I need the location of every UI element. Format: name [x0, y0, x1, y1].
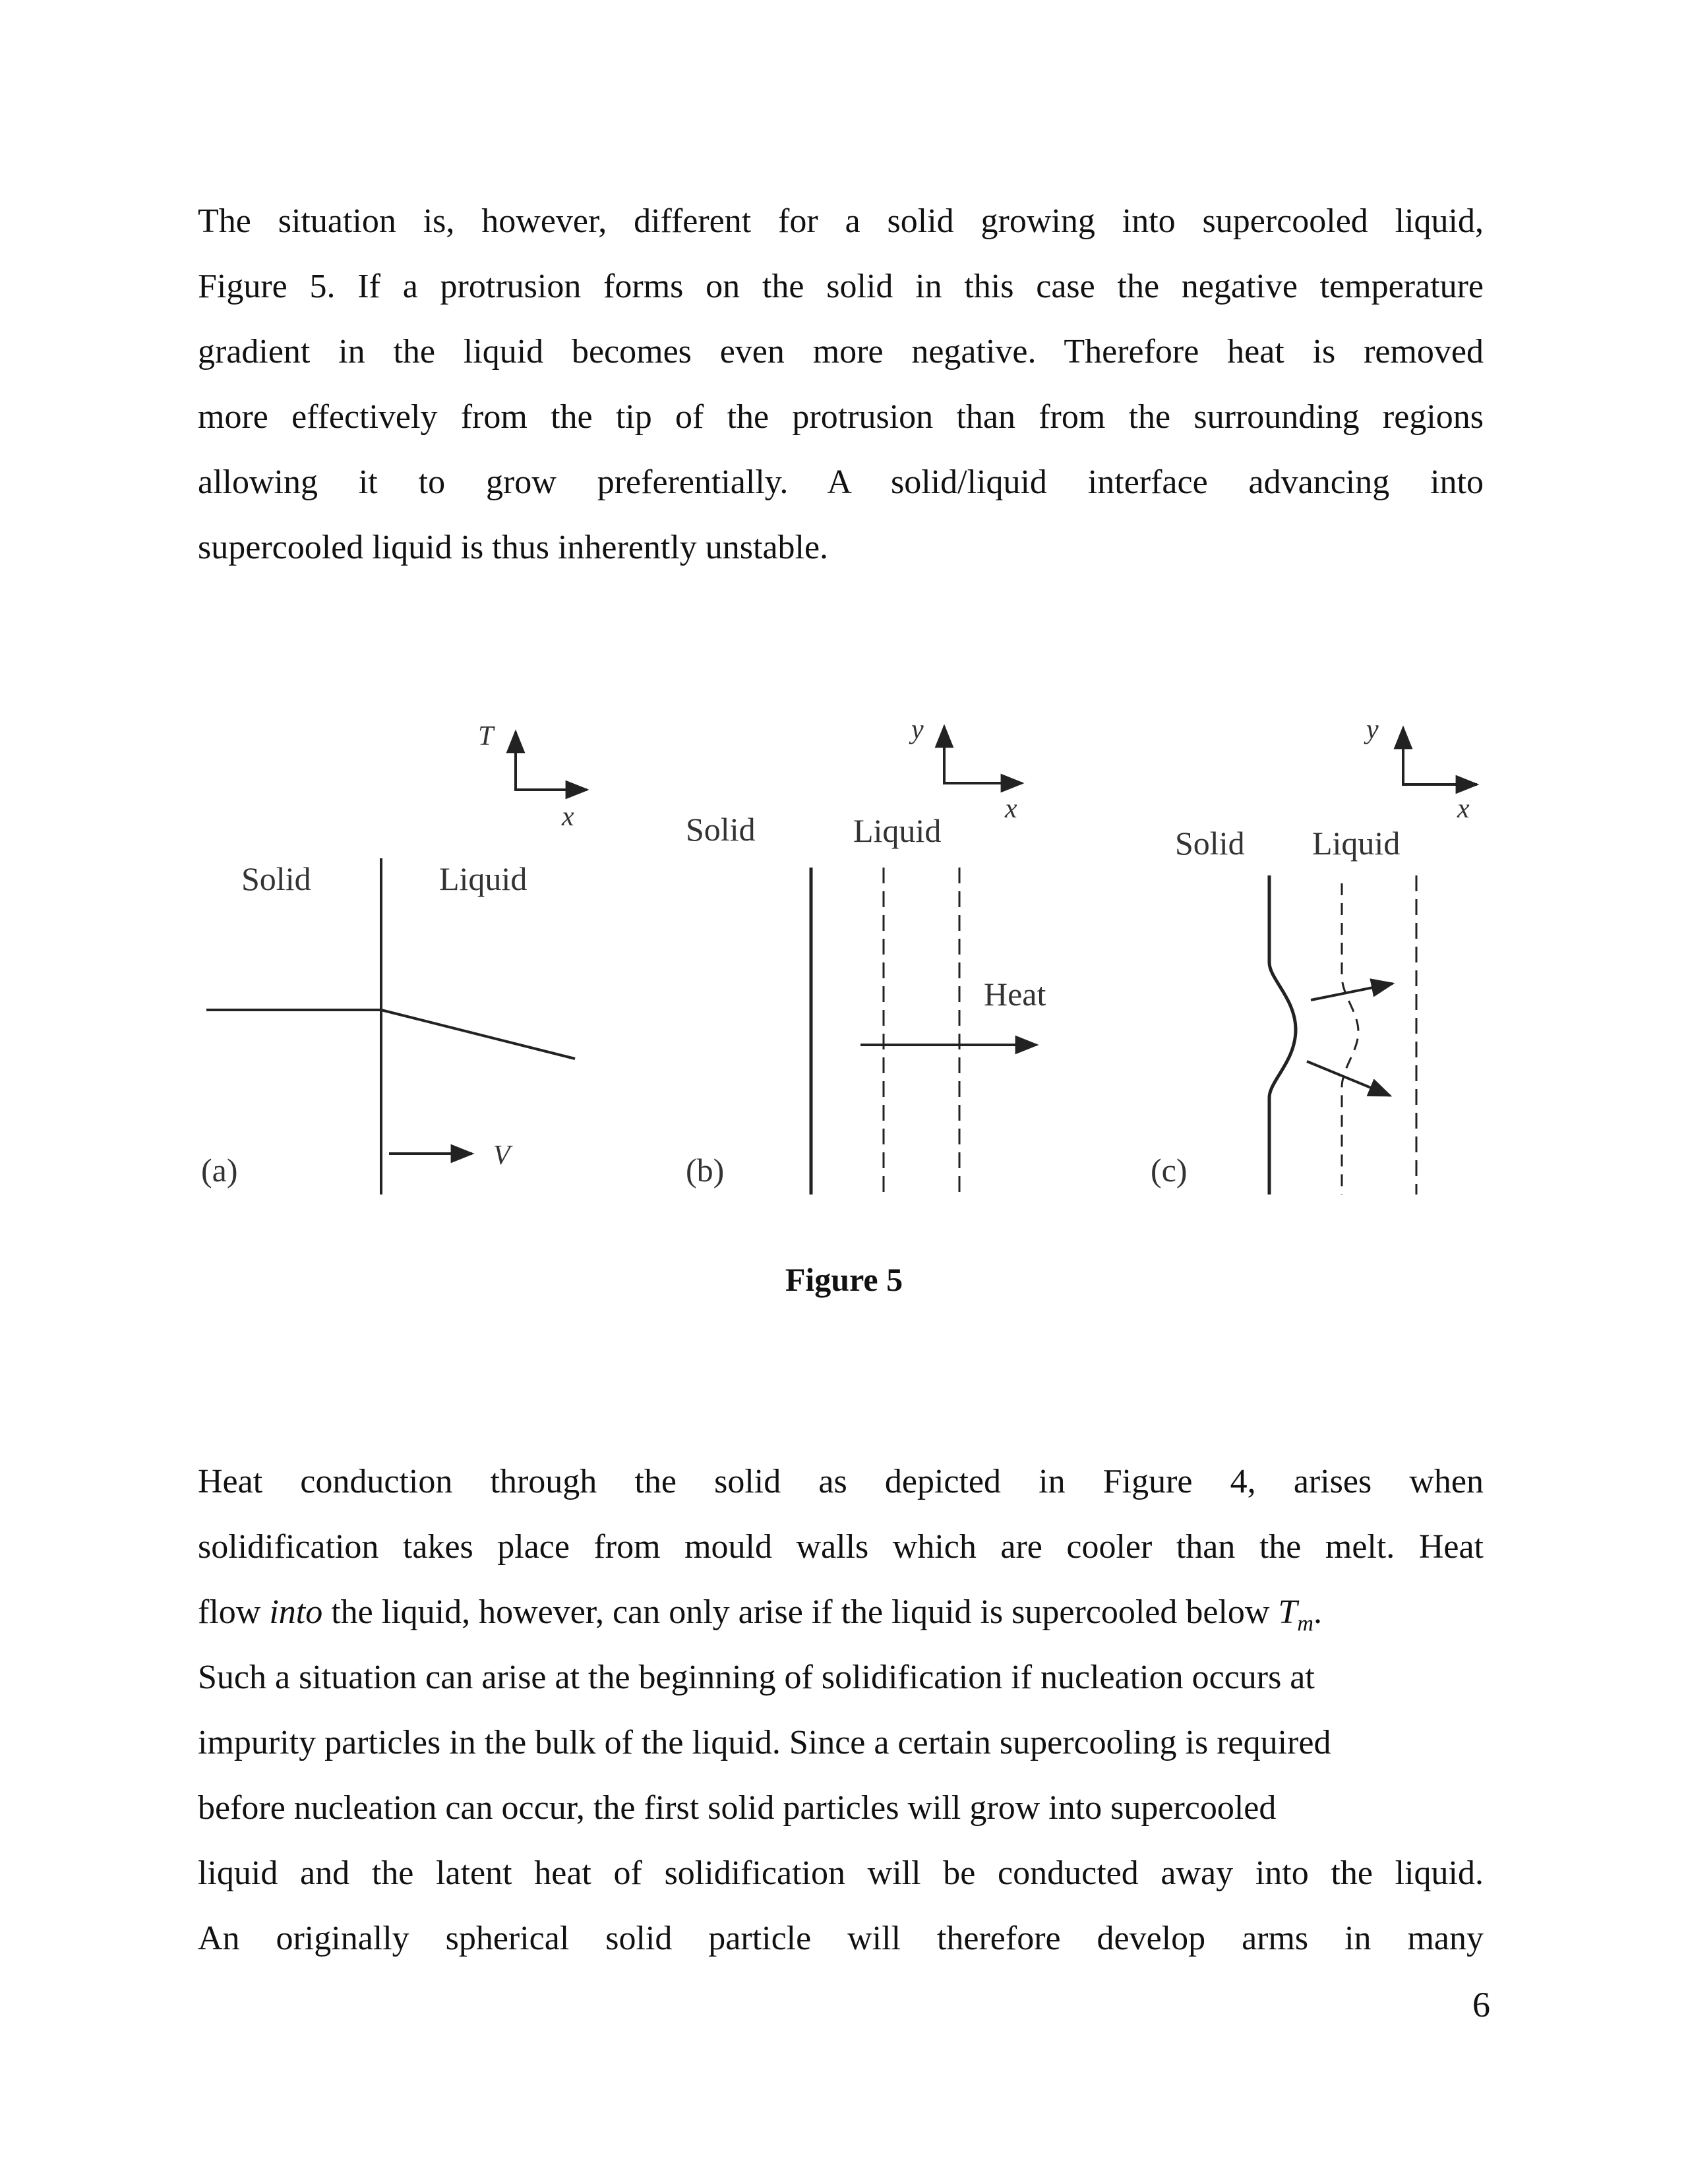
axis-label-x: x [1005, 794, 1017, 824]
panel-tag-c: (c) [1151, 1152, 1188, 1189]
text-run: . [1313, 1593, 1322, 1631]
temperature-liquid [381, 1010, 575, 1059]
panel-tag-a: (a) [201, 1152, 238, 1189]
figure-5-diagram [0, 686, 1688, 1239]
paragraph-2 [198, 1449, 1484, 1971]
text-line: allowing it to grow preferentially. A solid/liquid interface advancing into [198, 463, 1484, 501]
perturbed-interface [1269, 875, 1296, 1195]
panel-c [1151, 715, 1477, 1195]
symbol-subscript-m: m [1297, 1611, 1313, 1636]
text-line: An originally spherical solid particle will therefore develop arms in many [198, 1920, 1484, 1957]
label-liquid: Liquid [853, 812, 942, 849]
text-line: more effectively from the tip of the protrusion than from the surrounding regions [198, 398, 1484, 436]
axes-icon [1402, 728, 1477, 786]
emphasis-into: into [269, 1593, 323, 1631]
label-liquid: Liquid [439, 860, 528, 897]
axis-label-y: y [1366, 715, 1379, 745]
axes-icon [943, 726, 1022, 784]
text-line: Heat conduction through the solid as depicted in Figure 4, arises when [198, 1463, 1484, 1500]
velocity-label: V [493, 1140, 510, 1171]
label-liquid: Liquid [1312, 825, 1401, 862]
text-line: Figure 5. If a protrusion forms on the solid in this case the negative temperature [198, 268, 1484, 305]
text-line-with-symbol [198, 1579, 1484, 1645]
axes-icon [514, 686, 587, 791]
text-line: liquid and the latent heat of solidification will be conducted away into the liquid. [198, 1854, 1484, 1892]
panel-a [201, 686, 587, 1195]
text-line: impurity particles in the bulk of the liquid. Since a certain supercooling is required [198, 1724, 1331, 1761]
text-line: Such a situation can arise at the beginning of solidification if nucleation occurs at [198, 1659, 1315, 1696]
text-run: the liquid, however, can only arise if the liquid is supercooled below [322, 1593, 1279, 1631]
panel-b [686, 715, 1046, 1195]
text-line: supercooled liquid is thus inherently unstable. [198, 529, 829, 566]
heat-flow-arrow-icon [1311, 984, 1393, 1000]
text-line: before nucleation can occur, the first solid particles will grow into supercooled [198, 1789, 1277, 1827]
isotherm-dashed-curved [1342, 883, 1358, 1195]
label-solid: Solid [241, 860, 311, 897]
label-solid: Solid [686, 811, 756, 848]
figure-caption: Figure 5 [785, 1261, 903, 1298]
axis-label-y: y [911, 715, 924, 745]
panel-tag-b: (b) [686, 1152, 725, 1189]
text-run: flow [198, 1593, 270, 1631]
symbol-t: T [1278, 1593, 1298, 1631]
heat-flow-arrow-icon [1307, 1061, 1390, 1096]
text-line: The situation is, however, different for a solid growing into supercooled liquid, [198, 202, 1484, 240]
axis-label-x: x [562, 802, 574, 832]
page-number: 6 [1472, 1985, 1490, 2024]
paragraph-1 [198, 189, 1484, 580]
text-line: gradient in the liquid becomes even more negative. Therefore heat is removed [198, 333, 1484, 370]
text-line: solidification takes place from mould walls which are cooler than the melt. Heat [198, 1528, 1484, 1566]
label-solid: Solid [1175, 825, 1245, 862]
axis-label-t: T [478, 721, 494, 752]
axis-label-x: x [1457, 794, 1470, 824]
heat-label: Heat [984, 976, 1046, 1013]
